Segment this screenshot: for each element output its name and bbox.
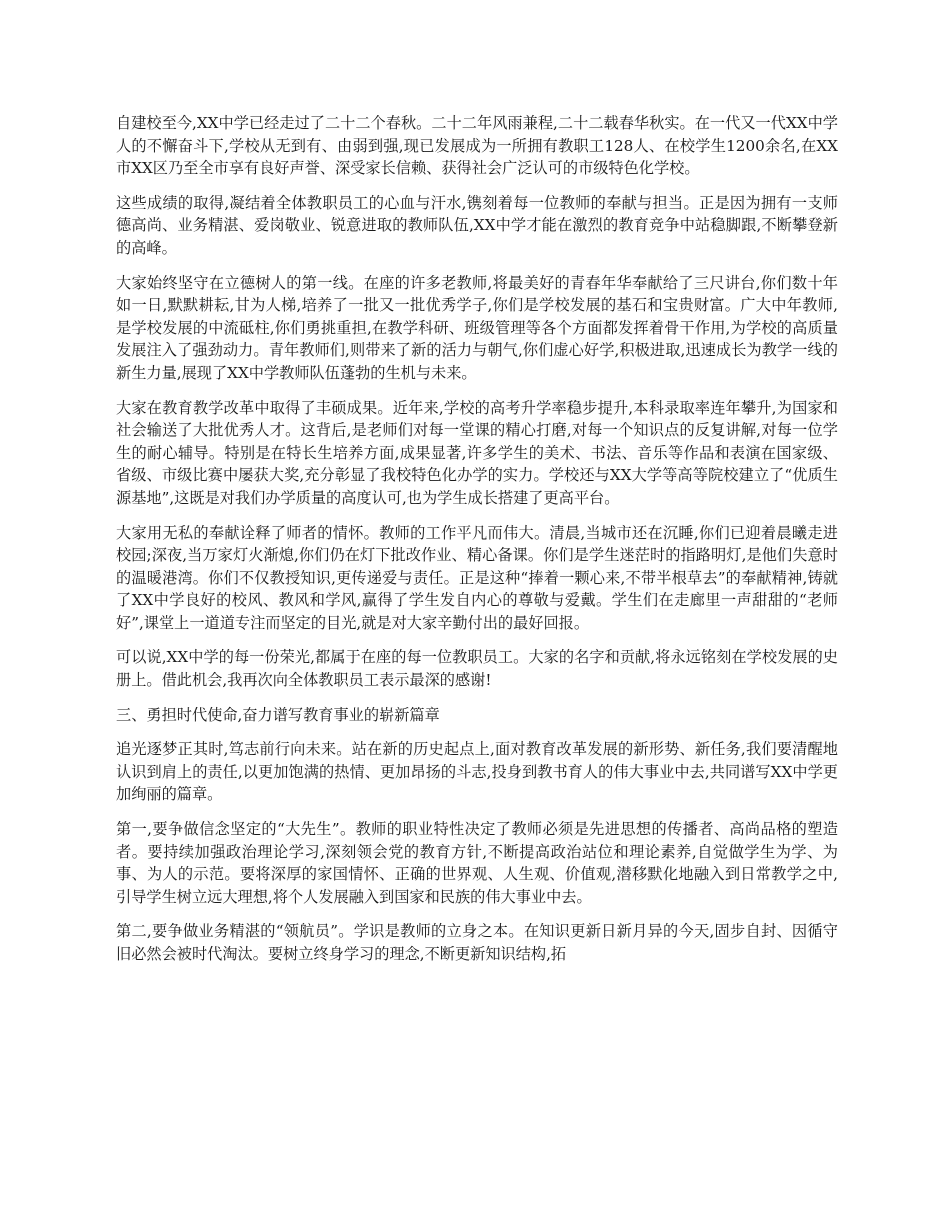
section-heading-three: 三、勇担时代使命,奋力谱写教育事业的崭新篇章 xyxy=(116,705,440,724)
paragraph-achievements: 这些成绩的取得,凝结着全体教职员工的心血与汗水,镌刻着每一位教师的奉献与担当。正是因为拥有一支师德高尚、业务精湛、爱岗敬业、锐意进取的教师队伍,XX中学才能在激烈的教育竞争中站稳脚跟,不断攀登新的高峰。 xyxy=(116,193,838,257)
document-page xyxy=(116,112,838,978)
paragraph-selfless-devotion: 大家用无私的奉献诠释了师者的情怀。教师的工作平凡而伟大。清晨,当城市还在沉睡,你们已迎着晨曦走进校园;深夜,当万家灯火渐熄,你们仍在灯下批改作业、精心备课。你们是学生迷茫时的指路明灯,是他们失意时的温暖港湾。你们不仅教授知识,更传递爱与责任。正是这种“捧着一颗心来,不带半根草去”的奉献精神,铸就了XX中学良好的校风、教风和学风,赢得了学生发自内心的尊敬与爱戴。学生们在走廊里一声甜甜的“老师好”,课堂上一道道专注而坚定的目光,就是对大家辛勤付出的最好回报。 xyxy=(116,523,838,632)
paragraph-point-two: 第二,要争做业务精湛的“领航员”。学识是教师的立身之本。在知识更新日新月异的今天,固步自封、因循守旧必然会被时代淘汰。要树立终身学习的理念,不断更新知识结构,拓 xyxy=(116,922,838,963)
paragraph-teaching-results: 大家在教育教学改革中取得了丰硕成果。近年来,学校的高考升学率稳步提升,本科录取率连年攀升,为国家和社会输送了大批优秀人才。这背后,是老师们对每一堂课的精心打磨,对每一个知识点的反复讲解,对每一位学生的耐心辅导。特别是在特长生培养方面,成果显著,许多学生的美术、书法、音乐等作品和表演在国家级、省级、市级比赛中屡获大奖,充分彰显了我校特色化办学的实力。学校还与XX大学等高等院校建立了“优质生源基地”,这既是对我们办学质量的高度认可,也为学生成长搭建了更高平台。 xyxy=(116,398,838,507)
paragraph-teachers-dedication: 大家始终坚守在立德树人的第一线。在座的许多老教师,将最美好的青春年华奉献给了三尺讲台,你们数十年如一日,默默耕耘,甘为人梯,培养了一批又一批优秀学子,你们是学校发展的基石和宝贵财富。广大中年教师,是学校发展的中流砥柱,你们勇挑重担,在教学科研、班级管理等各个方面都发挥着骨干作用,为学校的高质量发展注入了强劲动力。青年教师们,则带来了新的活力与朝气,你们虚心好学,积极进取,迅速成长为教学一线的新生力量,展现了XX中学教师队伍蓬勃的生机与未来。 xyxy=(116,273,838,382)
paragraph-mission: 追光逐梦正其时,笃志前行向未来。站在新的历史起点上,面对教育改革发展的新形势、新任务,我们要清醒地认识到肩上的责任,以更加饱满的热情、更加昂扬的斗志,投身到教书育人的伟大事业中去,共同谱写XX中学更加绚丽的篇章。 xyxy=(116,740,838,804)
paragraph-thanks: 可以说,XX中学的每一份荣光,都属于在座的每一位教职员工。大家的名字和贡献,将永远铭刻在学校发展的史册上。借此机会,我再次向全体教职员工表示最深的感谢! xyxy=(116,648,838,690)
paragraph-founding-history: 自建校至今,XX中学已经走过了二十二个春秋。二十二年风雨兼程,二十二载春华秋实。在一代又一代XX中学人的不懈奋斗下,学校从无到有、由弱到强,现已发展成为一所拥有教职工128人、在校学生1200余名,在XX市XX区乃至全市享有良好声誉、深受家长信赖、获得社会广泛认可的市级特色化学校。 xyxy=(116,114,838,178)
paragraph-point-one: 第一,要争做信念坚定的“大先生”。教师的职业特性决定了教师必须是先进思想的传播者、高尚品格的塑造者。要持续加强政治理论学习,深刻领会党的教育方针,不断提高政治站位和理论素养,自觉做学生为学、为事、为人的示范。要将深厚的家国情怀、正确的世界观、人生观、价值观,潜移默化地融入到日常教学之中,引导学生树立远大理想,将个人发展融入到国家和民族的伟大事业中去。 xyxy=(116,820,838,906)
